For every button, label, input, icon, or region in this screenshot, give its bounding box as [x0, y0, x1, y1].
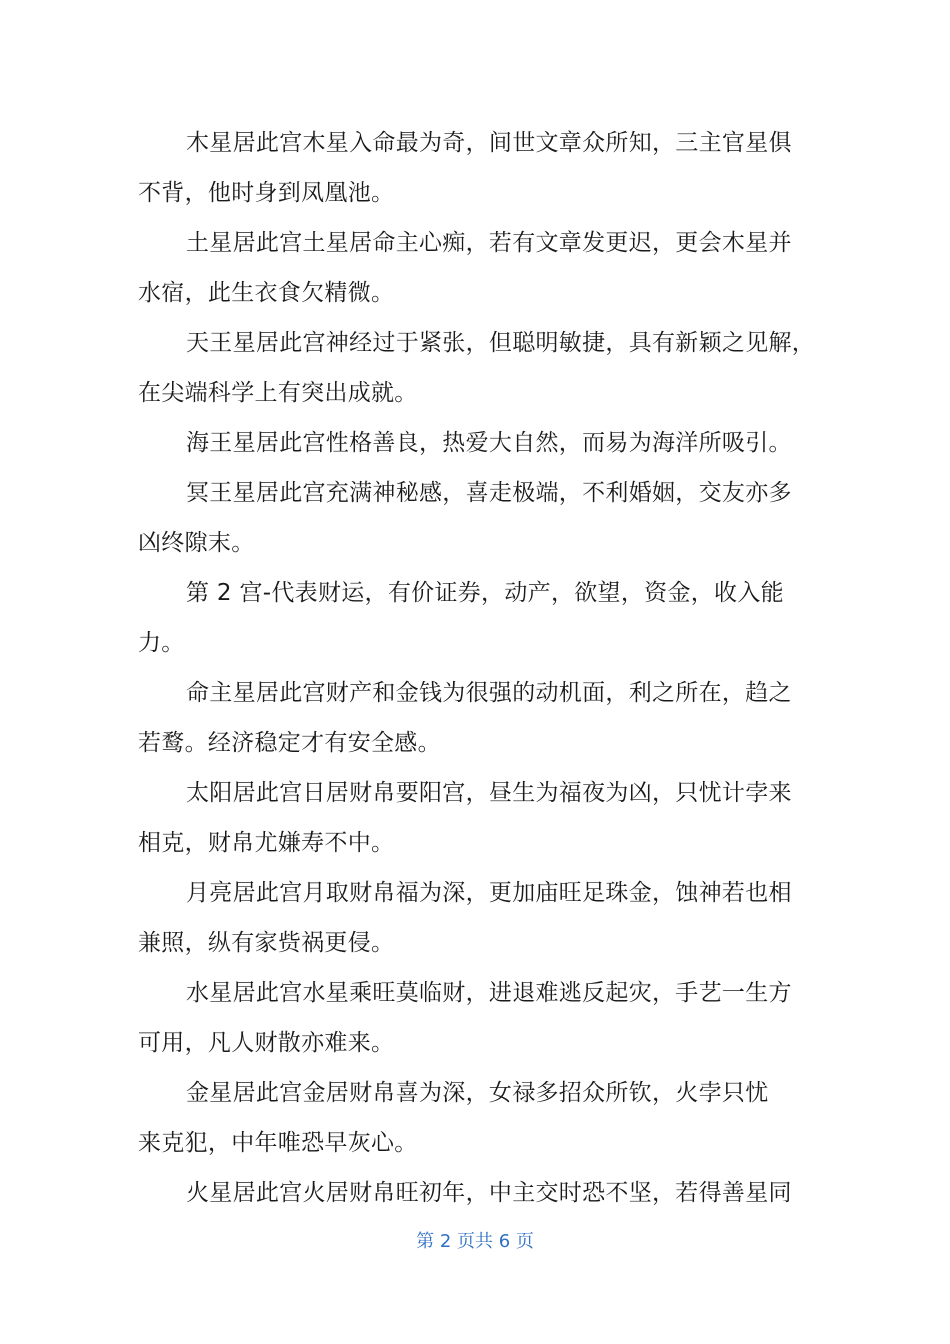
- page-number: 第 2 页共 6 页: [416, 1231, 534, 1252]
- paragraph-venus: 金星居此宫金居财帛喜为深，女禄多招众所钦，火孛只忧 来克犯，中年唯恐早灰心。: [138, 1080, 769, 1156]
- paragraph-saturn: 土星居此宫土星居命主心痴，若有文章发更迟，更会木星并 水宿，此生衣食欠精微。: [138, 230, 792, 306]
- paragraph-ruler: 命主星居此宫财产和金钱为很强的动机面，利之所在，趋之 若鹜。经济稳定才有安全感。: [138, 680, 792, 756]
- paragraph-sun: 太阳居此宫日居财帛要阳宫，昼生为福夜为凶，只忧计孛来 相克，财帛尤嫌寿不中。: [138, 780, 792, 856]
- paragraph-uranus: 天王星居此宫神经过于紧张，但聪明敏捷，具有新颖之见解， 在尖端科学上有突出成就。: [138, 330, 816, 406]
- document-body: [138, 118, 828, 1218]
- paragraph-jupiter: 木星居此宫木星入命最为奇，间世文章众所知，三主官星俱 不背，他时身到凤凰池。: [138, 130, 792, 206]
- paragraph-mars: 火星居此宫火居财帛旺初年，中主交时恐不坚，若得善星同: [186, 1180, 792, 1206]
- paragraph-house-2-heading: 第 2 宫-代表财运，有价证券，动产，欲望，资金，收入能力。: [138, 580, 784, 656]
- paragraph-neptune: 海王星居此宫性格善良，热爱大自然，而易为海洋所吸引。: [186, 430, 792, 456]
- paragraph-pluto: 冥王星居此宫充满神秘感，喜走极端，不利婚姻，交友亦多 凶终隙末。: [138, 480, 792, 556]
- paragraph-mercury: 水星居此宫水星乘旺莫临财，进退难逃反起灾，手艺一生方 可用，凡人财散亦难来。: [138, 980, 792, 1056]
- paragraph-moon: 月亮居此宫月取财帛福为深，更加庙旺足珠金，蚀神若也相 兼照，纵有家赀祸更侵。: [138, 880, 792, 956]
